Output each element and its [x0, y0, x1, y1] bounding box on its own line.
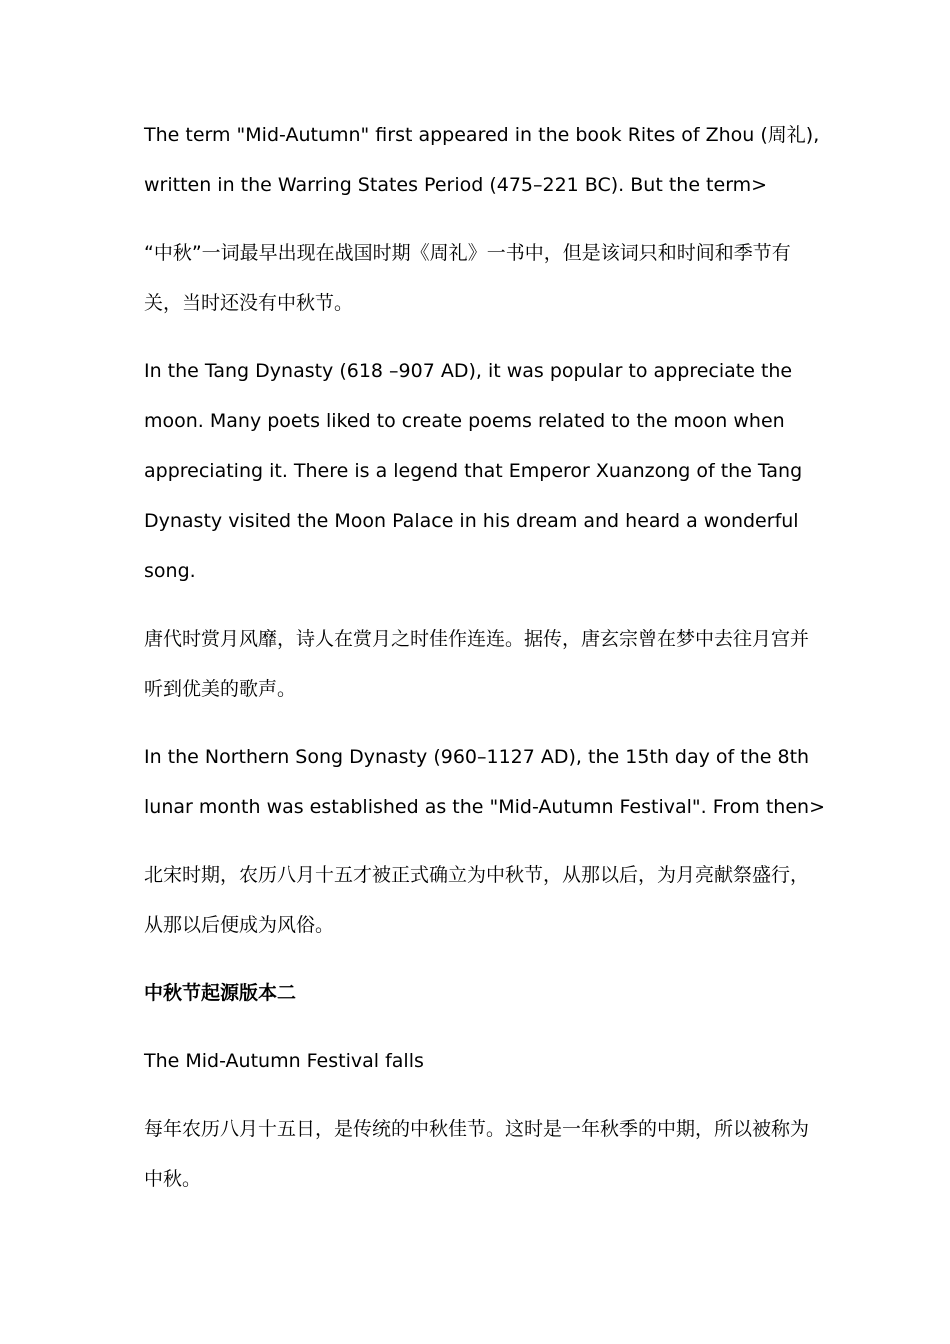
text-line: 每年农历八月十五日，是传统的中秋佳节。这时是一年秋季的中期，所以被称为 — [144, 1118, 810, 1140]
text-line: The term "Mid-Autumn" first appeared in the book Rites of Zhou (周礼), — [144, 124, 820, 146]
text-line: In the Tang Dynasty (618 –907 AD), it was popular to appreciate the — [144, 360, 793, 382]
text-line: 听到优美的歌声。 — [144, 678, 297, 700]
text-line: 北宋时期，农历八月十五才被正式确立为中秋节，从那以后，为月亮献祭盛行， — [144, 864, 810, 886]
paragraph-festival-falls-en — [144, 1036, 824, 1086]
text-line: appreciating it. There is a legend that Emperor Xuanzong of the Tang — [144, 460, 803, 482]
text-line: 从那以后便成为风俗。 — [144, 914, 335, 936]
text-line: 唐代时赏月风靡，诗人在赏月之时佳作连连。据传，唐玄宗曾在梦中去往月宫并 — [144, 628, 810, 650]
paragraph-song-dynasty-zh — [144, 850, 824, 950]
paragraph-song-dynasty-en — [144, 732, 824, 832]
paragraph-term-origin-en — [144, 110, 824, 210]
text-line: lunar month was established as the "Mid-Autumn Festival". From then> — [144, 796, 825, 818]
document-body — [144, 110, 824, 1222]
text-line: In the Northern Song Dynasty (960–1127 AD), the 15th day of the 8th — [144, 746, 810, 768]
text-line: “中秋”一词最早出现在战国时期《周礼》一书中，但是该词只和时间和季节有 — [144, 242, 791, 264]
text-line: Dynasty visited the Moon Palace in his dream and heard a wonderful — [144, 510, 799, 532]
text-line: 关，当时还没有中秋节。 — [144, 292, 354, 314]
paragraph-tang-dynasty-en — [144, 346, 824, 596]
text-line: song. — [144, 560, 196, 582]
text-line: 中秋。 — [144, 1168, 202, 1190]
text-line: written in the Warring States Period (475–221 BC). But the term> — [144, 174, 768, 196]
text-line: 中秋节起源版本二 — [144, 982, 297, 1004]
paragraph-festival-falls-zh — [144, 1104, 824, 1204]
text-line: The Mid-Autumn Festival falls — [144, 1050, 424, 1072]
paragraph-term-origin-zh — [144, 228, 824, 328]
paragraph-tang-dynasty-zh — [144, 614, 824, 714]
section-heading — [144, 968, 824, 1018]
text-line: moon. Many poets liked to create poems related to the moon when — [144, 410, 785, 432]
